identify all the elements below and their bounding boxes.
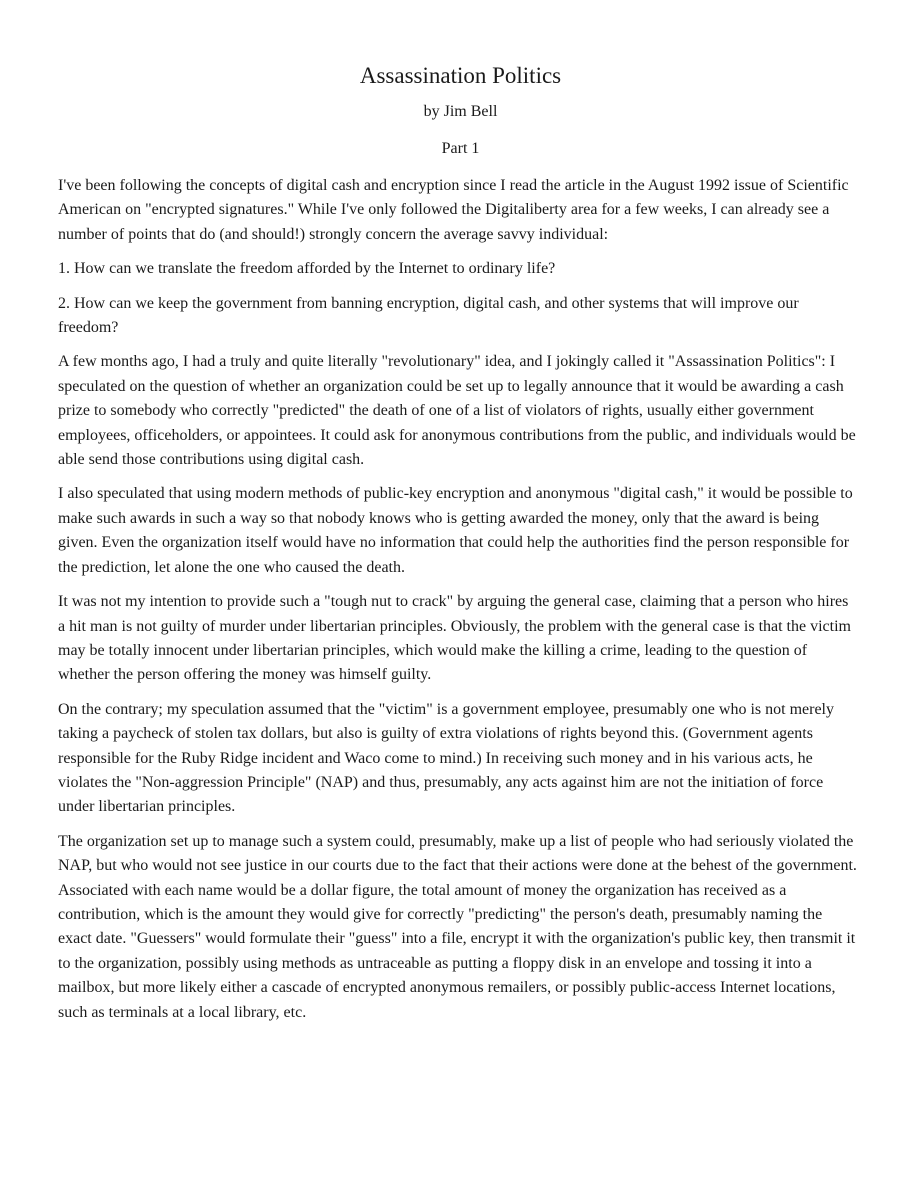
part-heading: Part 1 bbox=[441, 140, 480, 157]
paragraph: A few months ago, I had a truly and quite literally "revolutionary" idea, and I jokingly called it "Assassination Politics": I speculated on the question of whether an organization could be set up to legally announce that it would be awarding a cash prize to somebody who correctly "predicted" the death of one of a list of violators of rights, usually either government employees, officeholders, or appointees. It could ask for anonymous contributions from the public, and individuals would be able send those contributions using digital cash. bbox=[58, 353, 856, 469]
paragraph: 2. How can we keep the government from banning encryption, digital cash, and other systems that will improve our freedom? bbox=[58, 294, 799, 337]
paragraph: 1. How can we translate the freedom afforded by the Internet to ordinary life? bbox=[58, 260, 556, 278]
paragraph: I also speculated that using modern methods of public-key encryption and anonymous "digital cash," it would be possible to make such awards in such a way so that nobody knows who is getting awarded the money, only that the award is being given. Even the organization itself would have no information that could help the authorities find the person responsible for the prediction, let alone the one who caused the death. bbox=[58, 485, 853, 576]
paragraph: It was not my intention to provide such a "tough nut to crack" by arguing the general case, claiming that a person who hires a hit man is not guilty of murder under libertarian principles. Obviously, the problem with the general case is that the victim may be totally innocent under libertarian principles, which would make the killing a crime, leading to the question of whether the person offering the money was himself guilty. bbox=[58, 593, 851, 684]
paragraph: I've been following the concepts of digital cash and encryption since I read the article in the August 1992 issue of Scientific American on "encrypted signatures." While I've only followed the Digitaliberty area for a few weeks, I can already see a number of points that do (and should!) strongly concern the average savvy individual: bbox=[58, 177, 849, 243]
paragraph: On the contrary; my speculation assumed that the "victim" is a government employee, presumably one who is not merely taking a paycheck of stolen tax dollars, but also is guilty of extra violations of rights beyond this. (Government agents responsible for the Ruby Ridge incident and Waco come to mind.) In receiving such money and in his various acts, he violates the "Non-aggression Principle" (NAP) and thus, presumably, any acts against him are not the initiation of force under libertarian principles. bbox=[58, 700, 834, 816]
paragraph: The organization set up to manage such a system could, presumably, make up a list of people who had seriously violated the NAP, but who would not see justice in our courts due to the fact that their actions were done at the behest of the government. Associated with each name would be a dollar figure, the total amount of money the organization has received as a contribution, which is the amount they would give for correctly "predicting" the person's death, presumably naming the exact date. "Guessers" would formulate their "guess" into a file, encrypt it with the organization's public key, then transmit it to the organization, possibly using methods as untraceable as putting a floppy disk in an envelope and tossing it into a mailbox, but more likely either a cascade of encrypted anonymous remailers, or possibly public-access Internet locations, such as terminals at a local library, etc. bbox=[58, 832, 857, 1021]
document-title: Assassination Politics bbox=[359, 63, 562, 88]
author-byline: by Jim Bell bbox=[423, 103, 498, 120]
body-text bbox=[58, 174, 858, 1035]
